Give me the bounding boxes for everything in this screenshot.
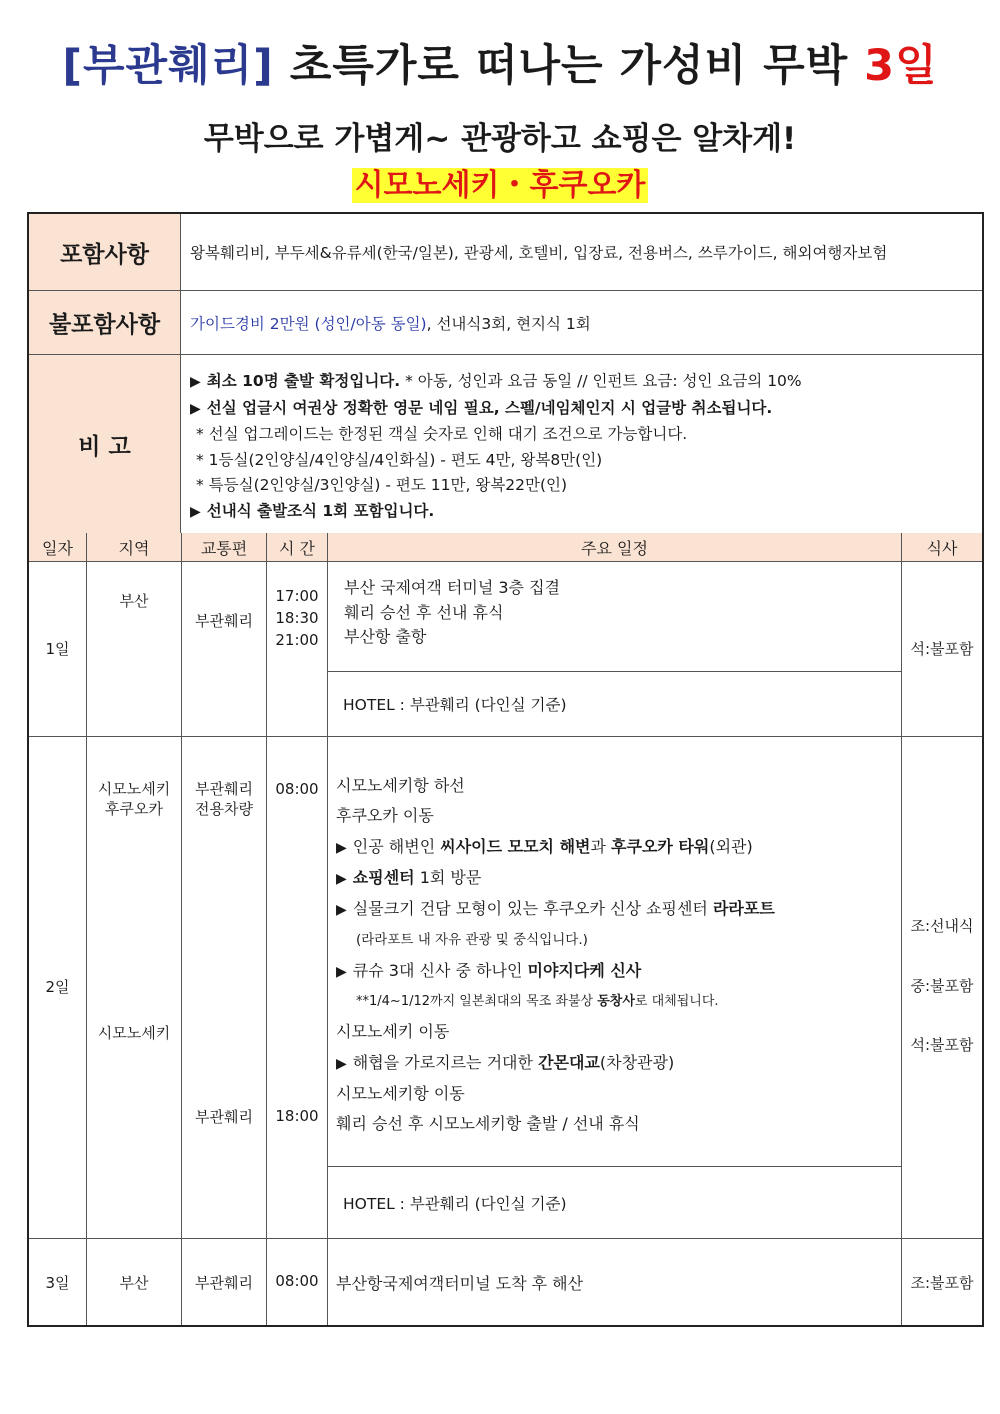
region-text: 시모노세키・후쿠오카: [352, 168, 649, 203]
region-banner: [0, 160, 1000, 204]
title-main: 초특가로 떠나는 가성비 무박: [289, 41, 849, 91]
day-transport: 부관훼리 전용차량: [195, 780, 253, 818]
day-region: 시모노세키 후쿠오카: [97, 780, 171, 818]
day-region: 부산: [119, 592, 149, 610]
title-brand: [부관훼리]: [62, 41, 274, 91]
triangle-bullet-icon: ▶: [336, 870, 347, 887]
day-meal: 조:선내식: [910, 917, 974, 935]
note-item: * 1등실(2인양실/4인양실/4인화실) - 편도 4만, 왕복8만(인): [196, 450, 603, 469]
day-meal: 중:불포함: [910, 977, 974, 995]
triangle-bullet-icon: ▶: [190, 503, 201, 520]
header-region: 지역: [87, 533, 182, 561]
day-row-2: [29, 737, 982, 1239]
day-label: 3일: [45, 1274, 70, 1292]
day-transport: 부관훼리: [195, 1108, 253, 1126]
note-item: ▶ 선내식 출발조식 1회 포함입니다.: [190, 501, 435, 520]
included-row: [29, 214, 982, 291]
schedule-table: [27, 533, 984, 1327]
header-plan: 주요 일정: [328, 533, 902, 561]
page-title: [0, 32, 1000, 93]
subtitle: 무박으로 가볍게~ 관광하고 쇼핑은 알차게!: [203, 121, 797, 157]
day-label: 2일: [45, 978, 70, 996]
day-row-1: [29, 562, 982, 737]
day-transport: 부관훼리: [195, 612, 253, 630]
excluded-rest: , 선내식3회, 현지식 1회: [426, 314, 591, 333]
day-label: 1일: [45, 640, 70, 658]
day-row-3: [29, 1239, 982, 1325]
day-region: 시모노세키: [97, 1024, 171, 1042]
day-plan: 부산 국제여객 터미널 3층 집결 훼리 승선 후 선내 휴식 부산항 출항: [344, 578, 560, 646]
note-item: ▶ 최소 10명 출발 확정입니다. * 아동, 성인과 요금 동일 // 인펀트 요금: 성인 요금의 10%: [190, 372, 802, 390]
title-days: 3일: [864, 41, 938, 91]
notes-row: [29, 355, 982, 534]
excluded-value: [181, 291, 982, 354]
header-transport: 교통편: [182, 533, 267, 561]
note-item: ▶ 선실 업글시 여권상 정확한 영문 네임 필요, 스펠/네임체인지 시 업글방 취소됩니다.: [190, 398, 773, 417]
day-meal: 조:불포함: [910, 1274, 974, 1292]
schedule-header: [29, 533, 982, 562]
triangle-bullet-icon: ▶: [336, 839, 347, 856]
included-value: 왕복훼리비, 부두세&유류세(한국/일본), 관광세, 호텔비, 입장료, 전용버스, 쓰루가이드, 해외여행자보험: [190, 244, 888, 262]
header-date: 일자: [29, 533, 87, 561]
day-time: 08:00: [275, 1272, 319, 1290]
triangle-bullet-icon: ▶: [190, 374, 201, 390]
triangle-bullet-icon: ▶: [336, 963, 347, 980]
header-time: 시 간: [267, 533, 328, 561]
day-region: 부산: [119, 1274, 149, 1292]
excluded-label: 불포함사항: [29, 291, 181, 354]
day-time: 08:00: [275, 780, 319, 798]
note-item: * 선실 업그레이드는 한정된 객실 숫자로 인해 대기 조건으로 가능합니다.: [196, 425, 688, 444]
day-plan: 부산항국제여객터미널 도착 후 해산: [336, 1274, 584, 1293]
hotel-info: HOTEL : 부관훼리 (다인실 기준): [328, 1166, 901, 1238]
notes-label: 비 고: [29, 355, 181, 534]
day-plan: 시모노세키항 하선 후쿠오카 이동 ▶ 인공 해변인 씨사이드 모모치 해변과 후쿠오카 타워(외관) ▶ 쇼핑센터 1회 방문 ▶ 실물크기 건담 모형이 있는 후쿠오카 신상 쇼핑센터 라라포트 (라라포트 내 자유 관광 및 중식입니다.) ▶ 큐슈 3대 신사 중 하나인 미야지다케 신사 **1/4~1/12까지 일본최대의 목조 좌불상 동창사로 대체됩니다. 시모노세키 이동 ▶ 해협을 가로지르는 거대한 간몬대교(차창관광) 시모노세키항 이동 훼리 승선 후 시모노세키항 출발 / 선내 휴식: [336, 776, 775, 1134]
triangle-bullet-icon: ▶: [190, 400, 201, 417]
notes-list: [181, 355, 982, 534]
header-meal: 식사: [926, 538, 958, 558]
hotel-info: HOTEL : 부관훼리 (다인실 기준): [328, 671, 901, 736]
day-meal: 석:불포함: [910, 1036, 974, 1054]
excluded-guide-fee: 가이드경비 2만원 (성인/아동 동일): [190, 314, 427, 333]
info-table: [27, 212, 984, 536]
note-item: * 특등실(2인양실/3인양실) - 편도 11만, 왕복22만(인): [196, 476, 568, 495]
triangle-bullet-icon: ▶: [336, 1055, 347, 1072]
excluded-row: [29, 291, 982, 355]
day-meal: 석:불포함: [910, 640, 974, 658]
triangle-bullet-icon: ▶: [336, 902, 347, 919]
day-transport: 부관훼리: [195, 1274, 253, 1292]
included-label: 포함사항: [29, 214, 181, 290]
day-time: 18:00: [275, 1107, 319, 1125]
day-times: 17:00 18:30 21:00: [275, 587, 319, 649]
